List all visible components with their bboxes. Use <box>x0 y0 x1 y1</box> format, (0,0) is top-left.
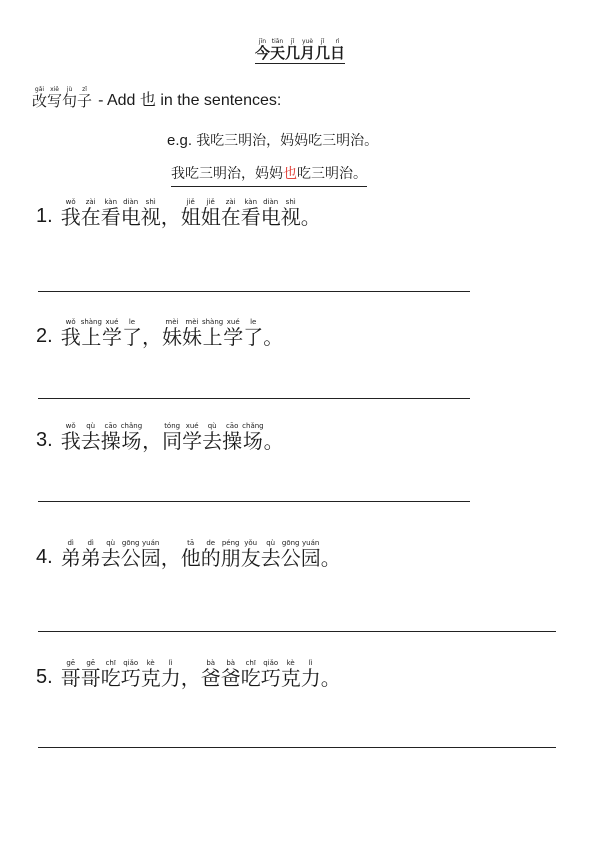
pinyin: lì <box>168 659 173 667</box>
comma <box>142 422 162 451</box>
pinyin: dì <box>67 539 74 547</box>
hanzi: 去 <box>100 546 121 570</box>
example-answer-ye: 也 <box>283 166 297 182</box>
hanzi: 公 <box>120 546 141 570</box>
answer-line-5[interactable] <box>38 747 556 748</box>
char-with-pinyin <box>330 38 345 61</box>
hanzi: 天 <box>269 44 285 62</box>
char-with-pinyin <box>61 318 81 347</box>
hanzi: 他 <box>180 546 201 570</box>
hanzi: 场 <box>121 429 142 453</box>
comma-glyph: ， <box>180 666 201 690</box>
pinyin: tā <box>187 539 195 547</box>
comma <box>161 539 181 568</box>
hanzi: 我 <box>60 429 81 453</box>
pinyin: le <box>128 318 136 326</box>
hanzi: 视 <box>280 205 301 229</box>
hanzi: 友 <box>240 546 261 570</box>
pinyin: qiǎo <box>263 659 279 667</box>
char-with-pinyin <box>101 659 121 688</box>
hanzi: 看 <box>100 205 121 229</box>
char-with-pinyin <box>77 86 92 109</box>
hanzi: 爸 <box>220 666 241 690</box>
pinyin: diàn <box>123 198 139 206</box>
pinyin: tiān <box>271 38 284 45</box>
char-with-pinyin <box>301 539 321 568</box>
comma <box>181 659 201 688</box>
char-with-pinyin <box>121 659 141 688</box>
instruction-english <box>98 92 281 109</box>
pinyin: gē <box>86 659 96 667</box>
pinyin: dì <box>87 539 94 547</box>
pinyin: cāo <box>104 422 117 430</box>
title-underline <box>255 38 345 64</box>
hanzi: 子 <box>77 92 93 110</box>
char-with-pinyin <box>201 198 221 227</box>
pinyin: jù <box>66 86 73 93</box>
char-with-pinyin <box>121 422 142 451</box>
hanzi: 吃 <box>100 666 121 690</box>
hanzi: 去 <box>260 546 281 570</box>
instruction-text-after: in the sentences: <box>155 92 282 109</box>
pinyin: zài <box>85 198 96 206</box>
pinyin: jiě <box>206 198 215 206</box>
hanzi: 哥 <box>80 666 101 690</box>
pinyin: kè <box>286 659 295 667</box>
answer-line-1[interactable] <box>38 291 470 292</box>
pinyin: kàn <box>244 198 258 206</box>
hanzi: 力 <box>300 666 321 690</box>
hanzi: 场 <box>242 429 263 453</box>
char-with-pinyin <box>62 86 77 109</box>
hanzi: 操 <box>100 429 121 453</box>
example-answer-before: 我吃三明治，妈妈 <box>171 166 283 182</box>
hanzi: 电 <box>260 205 281 229</box>
answer-line-4[interactable] <box>38 631 556 632</box>
comma-glyph: ， <box>142 429 163 453</box>
question-4 <box>36 539 341 568</box>
char-with-pinyin <box>141 539 161 568</box>
char-with-pinyin <box>202 318 223 347</box>
char-with-pinyin <box>242 422 263 451</box>
hanzi: 妹 <box>161 325 182 349</box>
hanzi: 电 <box>120 205 141 229</box>
pinyin: wǒ <box>65 198 76 206</box>
pinyin: shì <box>285 198 296 206</box>
char-with-pinyin <box>162 422 182 451</box>
hanzi: 园 <box>140 546 161 570</box>
char-with-pinyin <box>281 539 301 568</box>
hanzi: 几 <box>284 44 300 62</box>
hanzi: 在 <box>80 205 101 229</box>
pinyin: shàng <box>201 318 224 326</box>
hanzi: 朋 <box>220 546 241 570</box>
pinyin: jiě <box>186 198 195 206</box>
hanzi: 我 <box>60 205 81 229</box>
hanzi: 力 <box>160 666 181 690</box>
hanzi: 爸 <box>200 666 221 690</box>
question-number: 1. <box>36 205 53 227</box>
char-with-pinyin <box>61 659 81 688</box>
char-with-pinyin <box>182 318 202 347</box>
pinyin: gǎi <box>34 86 45 93</box>
char-with-pinyin <box>141 198 161 227</box>
pinyin: chǎng <box>242 422 264 430</box>
question-number: 5. <box>36 666 53 688</box>
pinyin: chī <box>105 659 116 667</box>
pinyin: xué <box>185 422 199 430</box>
instruction-chinese <box>32 86 92 109</box>
hanzi: 同 <box>162 429 183 453</box>
char-with-pinyin <box>202 422 222 451</box>
hanzi: 去 <box>202 429 223 453</box>
question-number: 2. <box>36 325 53 347</box>
hanzi: 的 <box>200 546 221 570</box>
hanzi: 我 <box>60 325 81 349</box>
pinyin: qù <box>106 539 116 547</box>
pinyin: xiě <box>50 86 59 93</box>
char-with-pinyin <box>81 318 102 347</box>
pinyin: péng <box>221 539 240 547</box>
pinyin: gōng <box>281 539 300 547</box>
comma-glyph: ， <box>141 325 162 349</box>
pinyin: chǎng <box>120 422 143 430</box>
pinyin: kàn <box>104 198 118 206</box>
hanzi: 看 <box>240 205 261 229</box>
hanzi: 操 <box>222 429 243 453</box>
hanzi: 公 <box>280 546 301 570</box>
hanzi: 几 <box>315 44 331 62</box>
pinyin: chī <box>245 659 256 667</box>
question-number: 3. <box>36 429 53 451</box>
hanzi: 改 <box>32 92 48 110</box>
comma-glyph: ， <box>160 205 181 229</box>
full-stop: 。 <box>300 205 321 229</box>
question-5 <box>36 659 341 688</box>
hanzi: 在 <box>220 205 241 229</box>
char-with-pinyin <box>121 539 141 568</box>
char-with-pinyin <box>81 422 101 451</box>
hanzi: 妹 <box>181 325 202 349</box>
pinyin: jīn <box>258 38 267 45</box>
pinyin: yuán <box>142 539 160 547</box>
example-answer <box>171 163 367 187</box>
char-with-pinyin <box>281 659 301 688</box>
char-with-pinyin <box>300 38 315 61</box>
pinyin: de <box>206 539 216 547</box>
pinyin: le <box>250 318 257 326</box>
pinyin: cāo <box>225 422 239 430</box>
hanzi: 月 <box>300 44 316 62</box>
comma-glyph: ， <box>160 546 181 570</box>
char-with-pinyin <box>241 659 261 688</box>
pinyin: jǐ <box>290 38 295 45</box>
instruction-text-before: - Add <box>98 92 140 109</box>
char-with-pinyin <box>121 198 141 227</box>
hanzi: 姐 <box>200 205 221 229</box>
char-with-pinyin <box>182 422 202 451</box>
hanzi: 了 <box>243 325 264 349</box>
char-with-pinyin <box>101 422 121 451</box>
pinyin: jǐ <box>320 38 325 45</box>
hanzi: 克 <box>280 666 301 690</box>
comma <box>142 318 162 347</box>
pinyin: lì <box>308 659 313 667</box>
hanzi: 吃 <box>240 666 261 690</box>
hanzi: 今 <box>254 44 270 62</box>
char-with-pinyin <box>201 539 221 568</box>
instruction-ye: 也 <box>139 90 156 109</box>
hanzi: 学 <box>101 325 122 349</box>
hanzi: 哥 <box>60 666 81 690</box>
full-stop: 。 <box>263 325 284 349</box>
char-with-pinyin <box>47 86 62 109</box>
example-sentence <box>167 130 378 150</box>
hanzi: 视 <box>140 205 161 229</box>
pinyin: tóng <box>164 422 181 430</box>
pinyin: gē <box>66 659 76 667</box>
hanzi: 巧 <box>260 666 281 690</box>
page-title <box>0 38 600 64</box>
example-label: e.g. <box>167 132 197 149</box>
char-with-pinyin <box>301 659 321 688</box>
char-with-pinyin <box>162 318 182 347</box>
char-with-pinyin <box>32 86 47 109</box>
char-with-pinyin <box>81 539 101 568</box>
question-2 <box>36 318 283 347</box>
hanzi: 句 <box>62 92 78 110</box>
char-with-pinyin <box>222 422 242 451</box>
hanzi: 上 <box>81 325 102 349</box>
pinyin: mèi <box>165 318 179 326</box>
pinyin: yǒu <box>244 539 258 547</box>
char-with-pinyin <box>102 318 122 347</box>
hanzi: 弟 <box>60 546 81 570</box>
char-with-pinyin <box>221 539 241 568</box>
char-with-pinyin <box>201 659 221 688</box>
char-with-pinyin <box>161 659 181 688</box>
pinyin: gōng <box>121 539 140 547</box>
char-with-pinyin <box>285 38 300 61</box>
char-with-pinyin <box>243 318 263 347</box>
char-with-pinyin <box>61 198 81 227</box>
char-with-pinyin <box>270 38 285 61</box>
pinyin: zǐ <box>82 86 87 93</box>
example-text: 我吃三明治，妈妈吃三明治。 <box>196 133 379 149</box>
char-with-pinyin <box>81 659 101 688</box>
pinyin: qù <box>266 539 276 547</box>
char-with-pinyin <box>181 539 201 568</box>
char-with-pinyin <box>61 539 81 568</box>
answer-line-3[interactable] <box>38 501 470 502</box>
example-answer-after: 吃三明治。 <box>297 166 367 182</box>
char-with-pinyin <box>315 38 330 61</box>
full-stop: 。 <box>320 666 341 690</box>
pinyin: qiǎo <box>123 659 139 667</box>
char-with-pinyin <box>261 539 281 568</box>
char-with-pinyin <box>81 198 101 227</box>
hanzi: 了 <box>121 325 142 349</box>
pinyin: bà <box>226 659 236 667</box>
char-with-pinyin <box>261 198 281 227</box>
hanzi: 园 <box>300 546 321 570</box>
hanzi: 学 <box>182 429 203 453</box>
hanzi: 弟 <box>80 546 101 570</box>
char-with-pinyin <box>181 198 201 227</box>
pinyin: xué <box>105 318 119 326</box>
hanzi: 写 <box>47 92 63 110</box>
pinyin: bà <box>206 659 216 667</box>
char-with-pinyin <box>221 198 241 227</box>
hanzi: 姐 <box>180 205 201 229</box>
pinyin: zài <box>225 198 236 206</box>
pinyin: rì <box>335 38 340 45</box>
pinyin: xué <box>226 318 240 326</box>
pinyin: qù <box>207 422 217 430</box>
pinyin: diàn <box>263 198 279 206</box>
pinyin: mèi <box>185 318 199 326</box>
char-with-pinyin <box>261 659 281 688</box>
char-with-pinyin <box>61 422 81 451</box>
pinyin: kè <box>146 659 155 667</box>
pinyin: yuè <box>301 38 314 45</box>
char-with-pinyin <box>281 198 301 227</box>
question-1 <box>36 198 321 227</box>
pinyin: shì <box>145 198 156 206</box>
hanzi: 巧 <box>120 666 141 690</box>
hanzi: 克 <box>140 666 161 690</box>
char-with-pinyin <box>255 38 270 61</box>
pinyin: qù <box>86 422 96 430</box>
instruction <box>32 86 281 109</box>
pinyin: shàng <box>80 318 102 326</box>
pinyin: wǒ <box>65 318 76 326</box>
char-with-pinyin <box>141 659 161 688</box>
answer-line-2[interactable] <box>38 398 470 399</box>
full-stop: 。 <box>263 429 284 453</box>
full-stop: 。 <box>320 546 341 570</box>
char-with-pinyin <box>241 539 261 568</box>
char-with-pinyin <box>221 659 241 688</box>
char-with-pinyin <box>223 318 243 347</box>
comma <box>161 198 181 227</box>
question-number: 4. <box>36 546 53 568</box>
char-with-pinyin <box>241 198 261 227</box>
question-3 <box>36 422 284 451</box>
hanzi: 去 <box>80 429 101 453</box>
char-with-pinyin <box>101 539 121 568</box>
char-with-pinyin <box>122 318 142 347</box>
hanzi: 学 <box>223 325 244 349</box>
char-with-pinyin <box>101 198 121 227</box>
pinyin: wǒ <box>65 422 76 430</box>
hanzi: 上 <box>202 325 223 349</box>
hanzi: 日 <box>330 44 346 62</box>
pinyin: yuán <box>302 539 320 547</box>
